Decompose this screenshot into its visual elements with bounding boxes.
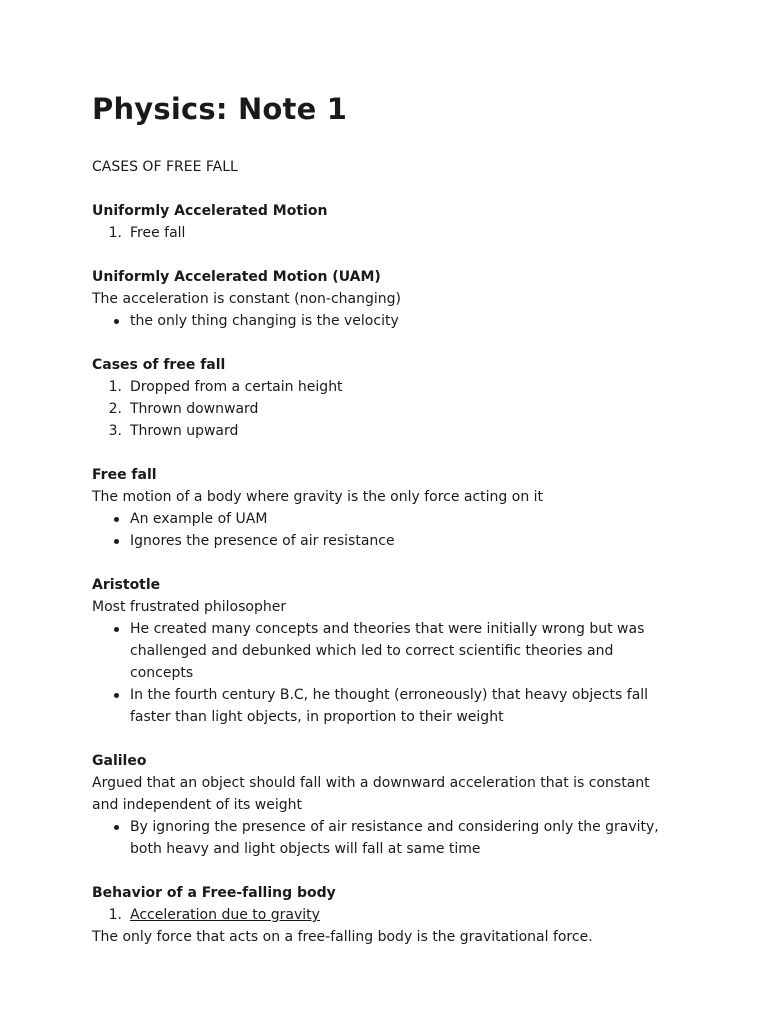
list-item: the only thing changing is the velocity <box>92 310 676 332</box>
list-number: 1. <box>108 225 122 241</box>
bullet-icon <box>114 517 119 522</box>
section-text: Most frustrated philosopher <box>92 599 287 615</box>
section-behavior <box>92 882 676 948</box>
bullet-icon <box>114 627 119 632</box>
bullet-icon <box>114 825 119 830</box>
section-uam <box>92 200 676 244</box>
section-uam-definition <box>92 266 676 332</box>
section-heading: Aristotle <box>92 577 161 593</box>
list-item: He created many concepts and theories that were initially wrong but was challenged and debunked which led to correct scientific theories and concepts <box>92 618 676 684</box>
list-item: 1. Free fall <box>92 222 676 244</box>
list-item: Ignores the presence of air resistance <box>92 530 676 552</box>
section-cases <box>92 354 676 442</box>
underlined-item: Acceleration due to gravity <box>130 907 320 923</box>
bullet-list <box>92 816 676 860</box>
section-heading: Cases of free fall <box>92 357 226 373</box>
bullet-icon <box>114 539 119 544</box>
section-galileo <box>92 750 676 860</box>
section-aristotle <box>92 574 676 728</box>
section-heading: Free fall <box>92 467 157 483</box>
section-heading: Uniformly Accelerated Motion <box>92 203 328 219</box>
list-number: 1. <box>108 379 122 395</box>
list-item <box>92 904 676 926</box>
list-item: 3. Thrown upward <box>92 420 676 442</box>
section-heading: Uniformly Accelerated Motion (UAM) <box>92 269 381 285</box>
list-item: 2. Thrown downward <box>92 398 676 420</box>
section-free-fall <box>92 464 676 552</box>
list-item: An example of UAM <box>92 508 676 530</box>
section-text: Argued that an object should fall with a downward acceleration that is constant and independent of its weight <box>92 775 650 813</box>
section-heading: Galileo <box>92 753 147 769</box>
list-number: 1. <box>108 907 122 923</box>
list-item: By ignoring the presence of air resistance and considering only the gravity, both heavy and light objects will fall at same time <box>92 816 676 860</box>
section-text: The motion of a body where gravity is the only force acting on it <box>92 489 544 505</box>
list-number: 2. <box>108 401 122 417</box>
page-title: Physics: Note 1 <box>92 92 348 126</box>
bullet-icon <box>114 319 119 324</box>
bullet-list <box>92 508 676 552</box>
list-item: In the fourth century B.C, he thought (erroneously) that heavy objects fall faster than light objects, in proportion to their weight <box>92 684 676 728</box>
list-item: 1. Dropped from a certain height <box>92 376 676 398</box>
bullet-icon <box>114 693 119 698</box>
list-number: 3. <box>108 423 122 439</box>
numbered-list <box>92 904 676 926</box>
bullet-list <box>92 310 676 332</box>
section-heading: Behavior of a Free-falling body <box>92 885 336 901</box>
bullet-list <box>92 618 676 728</box>
numbered-list <box>92 376 676 442</box>
section-text: The acceleration is constant (non-changing) <box>92 291 401 307</box>
numbered-list <box>92 222 676 244</box>
page-subtitle: CASES OF FREE FALL <box>92 159 238 175</box>
section-text: The only force that acts on a free-falling body is the gravitational force. <box>92 929 593 945</box>
